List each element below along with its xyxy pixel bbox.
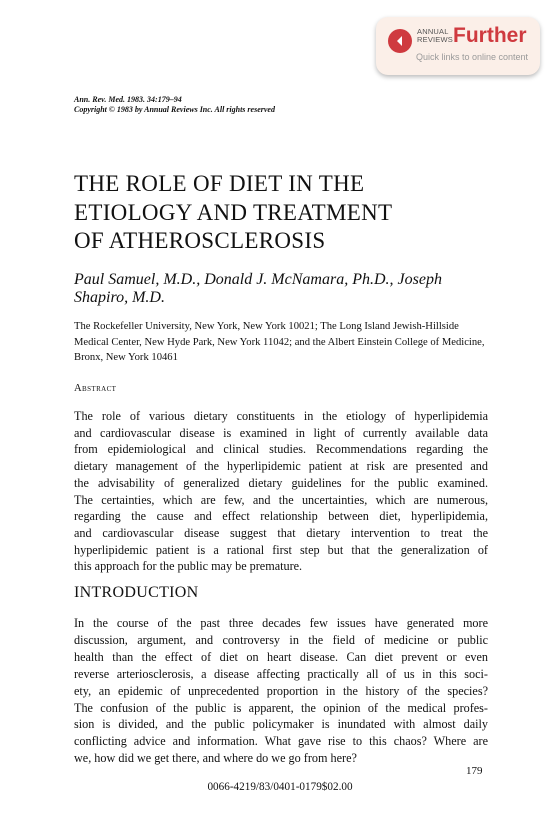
abstract-line: the advisability of generalized dietary guidelines for the public examined. bbox=[74, 475, 488, 490]
authors: Paul Samuel, M.D., Donald J. McNamara, Ph.D., Joseph Shapiro, M.D. bbox=[74, 271, 442, 306]
title-line: THE ROLE OF DIET IN THE bbox=[74, 171, 365, 196]
abstract-heading: Abstract bbox=[74, 383, 117, 394]
intro-line: we, how did we get there, and where do we go from here? bbox=[74, 751, 357, 766]
further-badge[interactable] bbox=[376, 17, 540, 75]
citation-line-2: Copyright © 1983 by Annual Reviews Inc. All rights reserved bbox=[74, 105, 275, 114]
article-title bbox=[74, 170, 392, 256]
badge-further: Further bbox=[453, 24, 527, 47]
title-line: ETIOLOGY AND TREATMENT bbox=[74, 199, 393, 225]
abstract-line: from epidemiological and clinical studies. Recommendations regarding the bbox=[74, 442, 488, 457]
intro-line: conflicting advice and information. What gave rise to this chaos? Where are bbox=[74, 734, 488, 749]
introduction-body bbox=[74, 615, 488, 767]
intro-line: sion is divided, and the public policymaker is inundated with almost daily bbox=[74, 717, 488, 732]
intro-line: In the course of the past three decades few issues have generated more bbox=[74, 616, 488, 630]
intro-line: reverse arteriosclerosis, a disease affecting practically all of us in this soci- bbox=[74, 666, 488, 681]
intro-line: health than the effect of diet on heart disease. Can diet prevent or even bbox=[74, 649, 488, 664]
citation bbox=[74, 95, 275, 115]
abstract-line: dietary management of the hyperlipidemic patient at risk are presented and bbox=[74, 459, 488, 474]
abstract-line: The certainties, which are few, and the uncertainties, which are numerous, bbox=[74, 492, 488, 507]
document-code: 0066-4219/83/0401-0179$02.00 bbox=[207, 781, 353, 793]
intro-line: The confusion of the public is apparent, the opinion of the medical profes- bbox=[74, 700, 488, 715]
intro-line: discussion, argument, and controversy in the field of medicine or public bbox=[74, 632, 488, 647]
abstract-line: hyperlipidemic patient is a rational first step but that the generalization of bbox=[74, 542, 488, 557]
badge-reviews: REVIEWS bbox=[417, 35, 453, 44]
intro-line: ety, an epidemic of unprecedented proportion in the history of the species? bbox=[74, 683, 488, 698]
badge-subtitle: Quick links to online content bbox=[416, 52, 529, 62]
badge-publisher bbox=[417, 28, 453, 44]
abstract-line: regarding the cause and effect relationship between diet, hyperlipidemia, bbox=[74, 509, 488, 524]
abstract-line: and cardiovascular disease suggest that dietary intervention to treat the bbox=[74, 525, 488, 540]
badge-annual: ANNUAL bbox=[417, 27, 449, 36]
citation-line-1: Ann. Rev. Med. 1983. 34:179–94 bbox=[74, 95, 182, 104]
title-line: OF ATHEROSCLEROSIS bbox=[74, 228, 326, 253]
abstract-line: The role of various dietary constituents in the etiology of hyperlipidemia bbox=[74, 409, 488, 423]
page-number: 179 bbox=[466, 765, 483, 777]
abstract-line: and cardiovascular disease is examined in light of currently available data bbox=[74, 425, 488, 440]
annual-reviews-logo-icon bbox=[388, 29, 412, 53]
affiliation: The Rockefeller University, New York, New York 10021; The Long Island Jewish-Hillside Medical Center, New Hyde Park, New York 11042; and the Albert Einstein College of Medicine, Bronx, New York 10461 bbox=[74, 321, 485, 363]
abstract-line: this approach for the public may be premature. bbox=[74, 559, 303, 574]
introduction-heading: INTRODUCTION bbox=[74, 584, 199, 601]
abstract-body bbox=[74, 408, 488, 575]
